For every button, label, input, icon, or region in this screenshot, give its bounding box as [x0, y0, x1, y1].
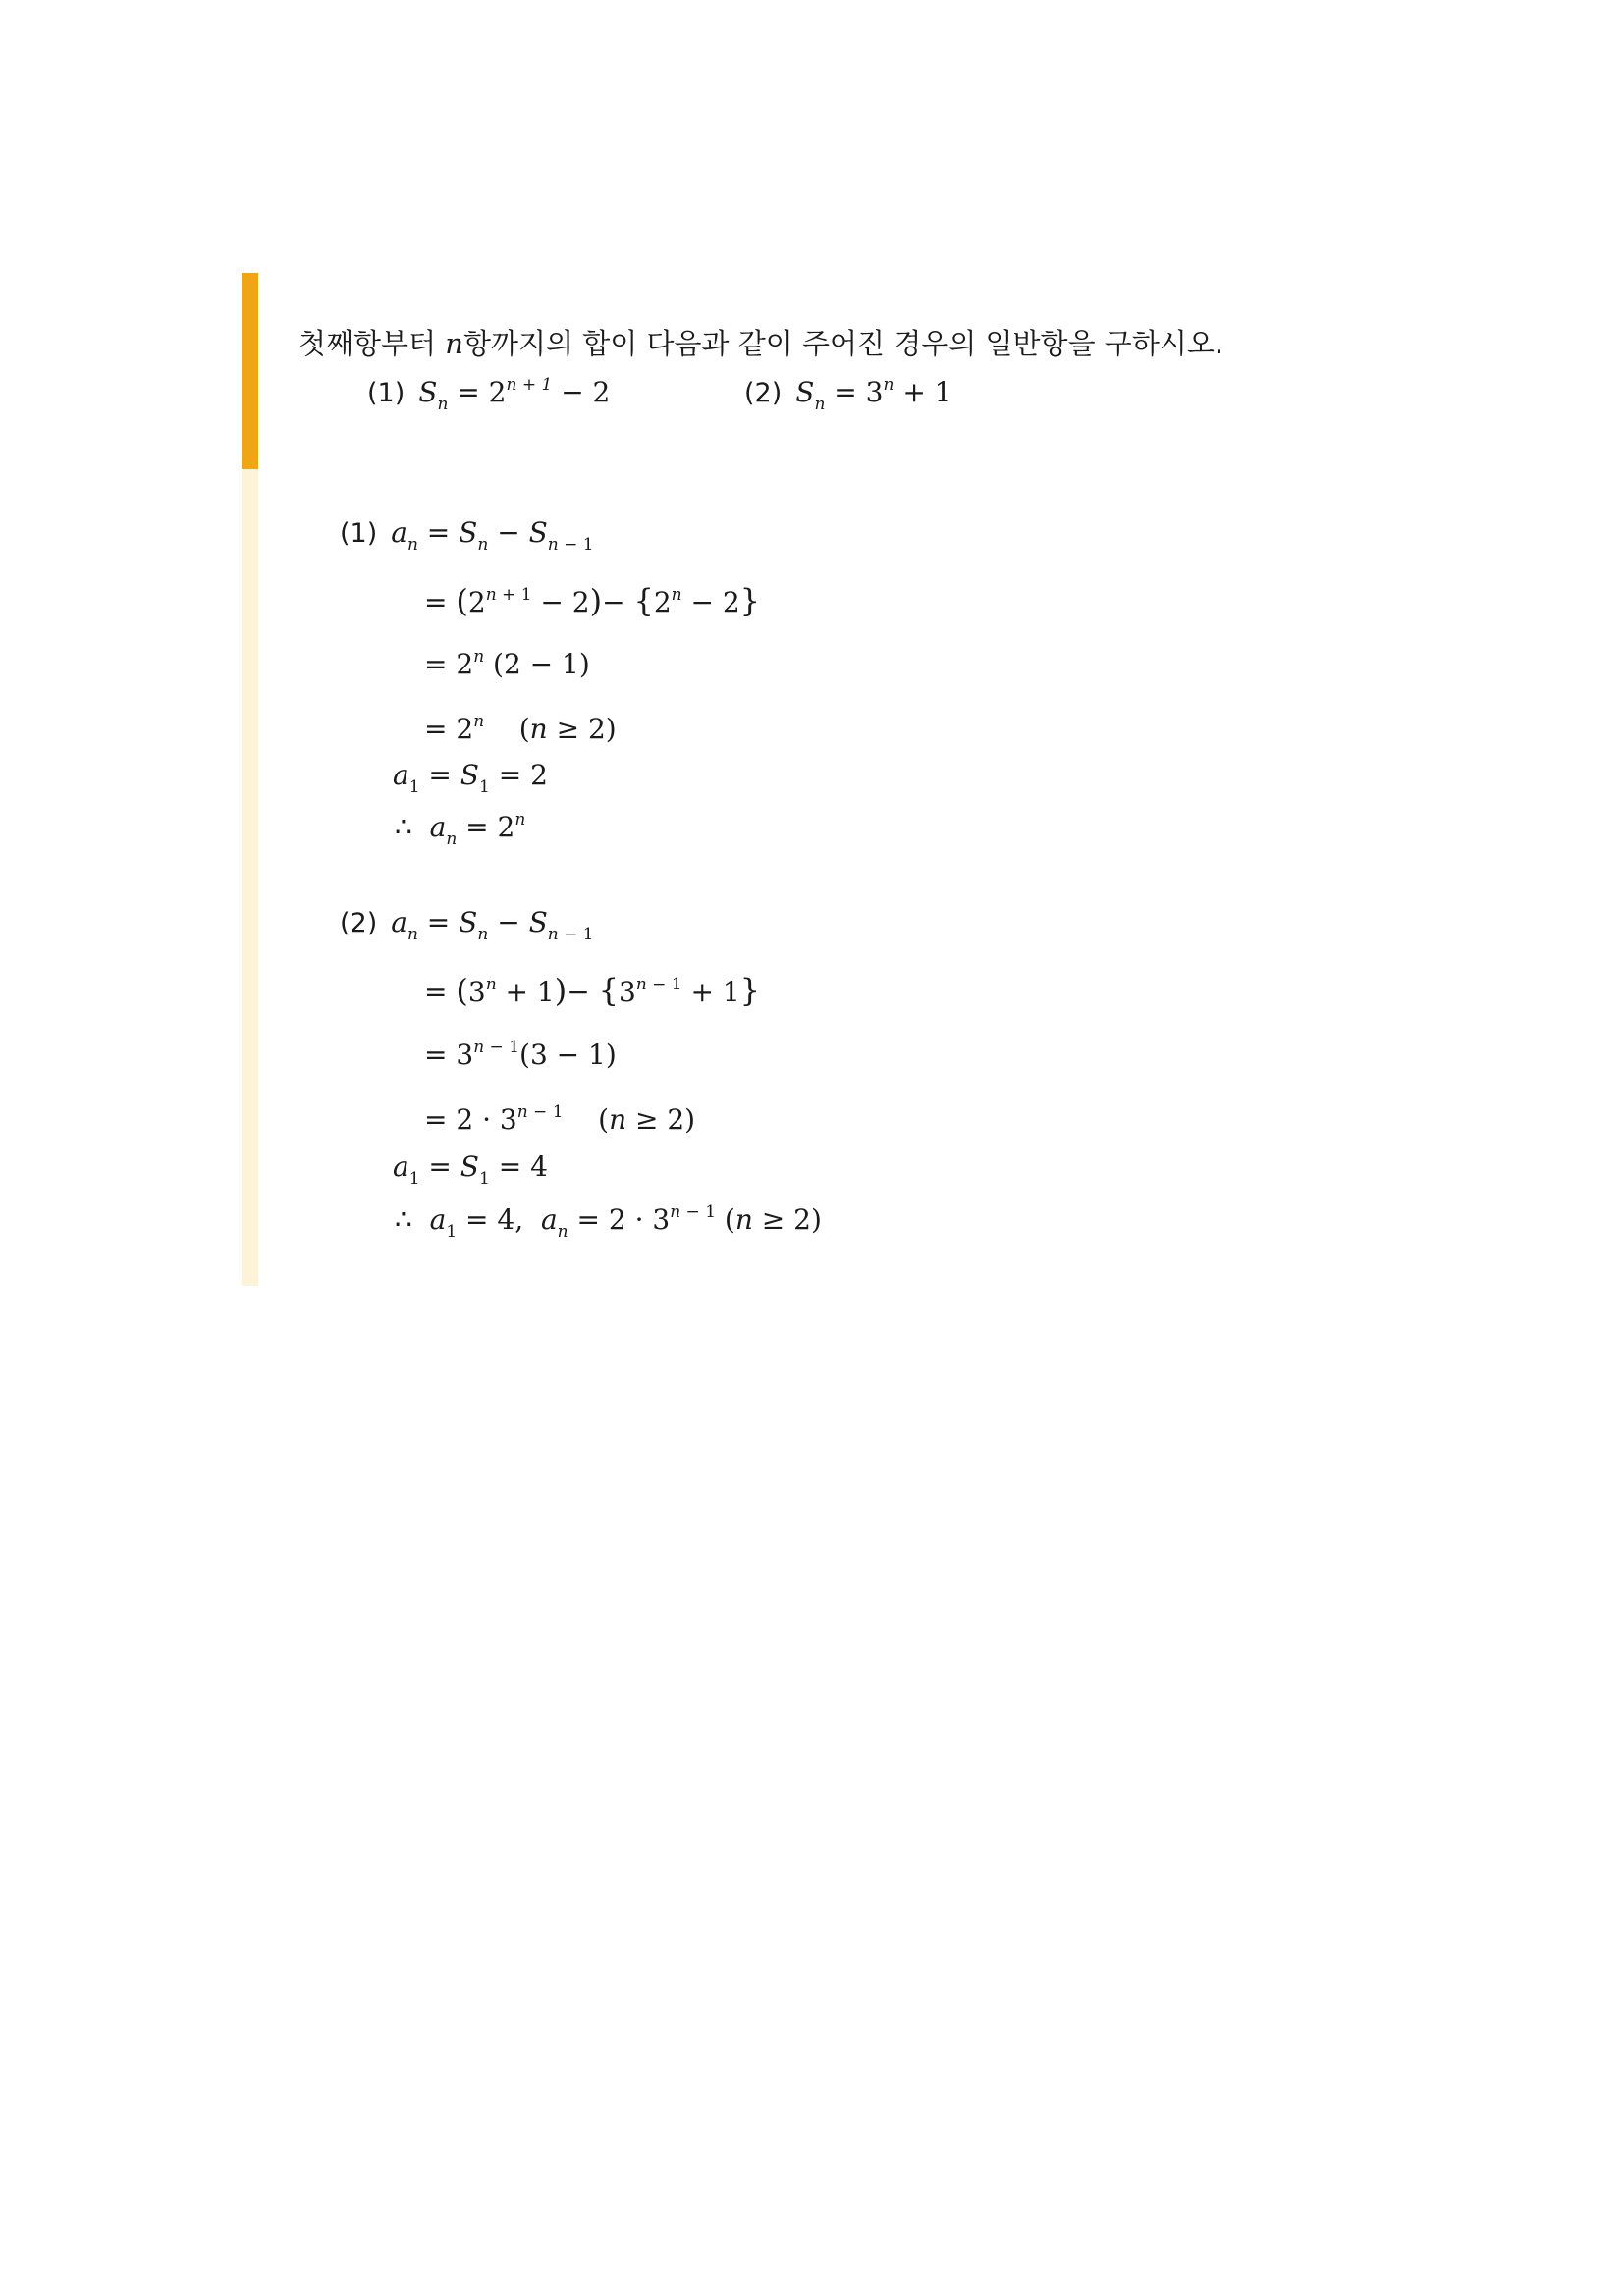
question-text: 첫째항부터 n항까지의 합이 다음과 같이 주어진 경우의 일반항을 구하시오. — [298, 327, 1224, 360]
question-item-1: (1) $S_n = 2^{n + 1} - 2$ — [367, 375, 611, 414]
math-expr: $S_n = 3^n + 1$ — [795, 375, 952, 414]
solution-2-line-3: = $3^{n - 1}(3 - 1)$ — [424, 1038, 617, 1071]
solution-1-line-5: $a_1 = S_1 = 2$ — [393, 759, 548, 797]
question-item-2: (2) $S_n = 3^n + 1$ — [744, 375, 952, 414]
solution-1-line-2: = $(2^{n + 1} - 2)- \{2^n - 2\}$ — [424, 582, 761, 619]
solution-2-line-2: = $(3^n + 1)- \{3^{n - 1} + 1\}$ — [424, 972, 761, 1009]
solution-2-line-5: $a_1 = S_1 = 4$ — [393, 1150, 548, 1189]
solution-2-line-6: ∴ $a_1 = 4$, $a_n = 2 \cdot 3^{n - 1}$ (n ≥ 2) — [395, 1202, 822, 1242]
solution-1-line-3: = $2^n$ (2 − 1) — [424, 647, 590, 680]
math-expr: $S_n = 2^{n + 1} - 2$ — [418, 375, 611, 414]
solution-2-line-4: = $2 \cdot 3^{n - 1}$ (n ≥ 2) — [424, 1102, 696, 1136]
accent-bar — [242, 273, 258, 469]
solution-1-line-4: = $2^n$ (n ≥ 2) — [424, 712, 617, 745]
solution-1-line-1: (1) $a_n = S_n - S_{n - 1}$ — [340, 516, 594, 555]
accent-bar-light — [242, 469, 258, 1286]
solution-1-line-6: ∴ $a_n = 2^n$ — [395, 810, 526, 849]
solution-2-line-1: (2) $a_n = S_n - S_{n - 1}$ — [340, 906, 594, 944]
